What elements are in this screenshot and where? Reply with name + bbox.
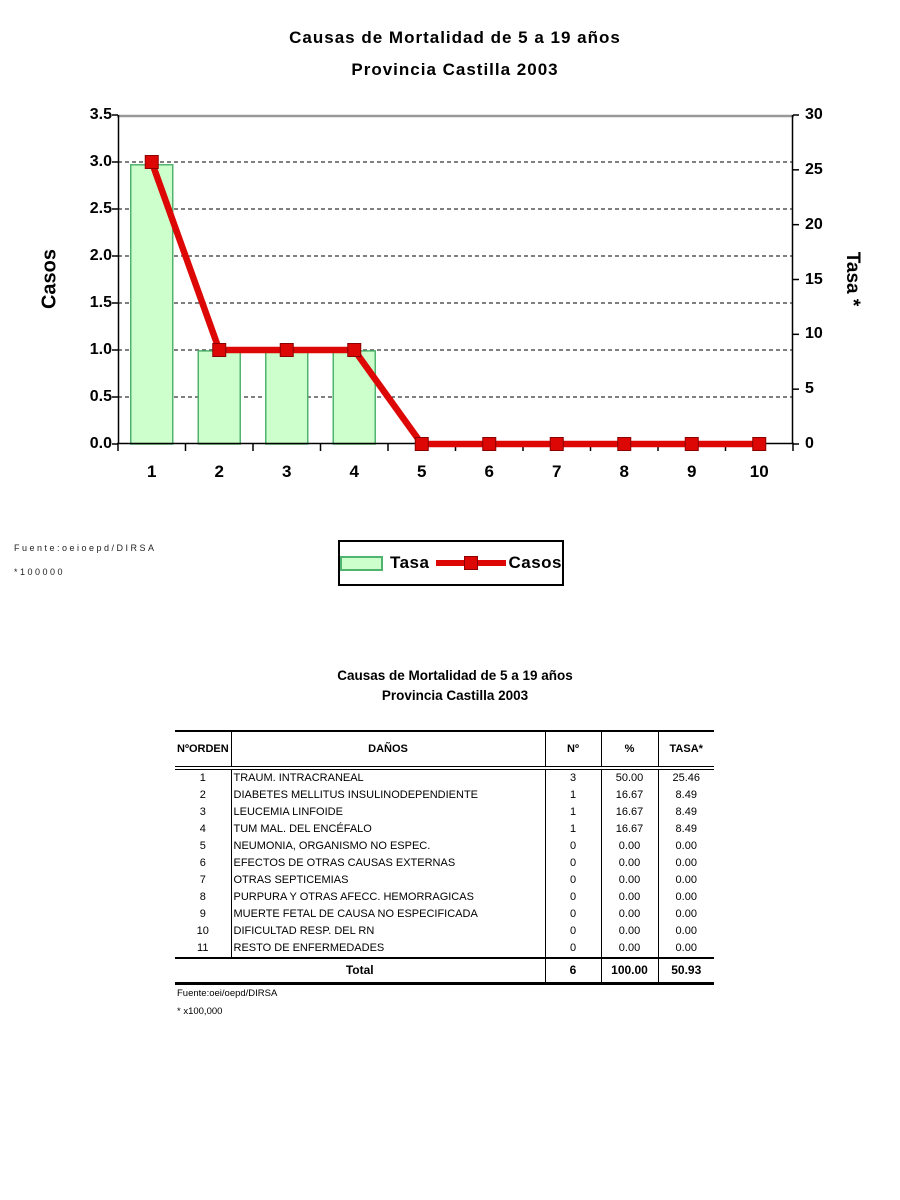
table-title-line2: Provincia Castilla 2003 — [381, 688, 529, 703]
table-row — [175, 821, 714, 838]
cell-pct: 0.00 — [601, 872, 658, 889]
right-axis-title: Tasa * — [842, 251, 863, 307]
right-axis-tick-label: 5 — [805, 380, 814, 398]
left-axis-tick-label: 1.5 — [89, 294, 112, 311]
total-label: Total — [175, 958, 545, 984]
x-axis-tick-label: 8 — [619, 462, 629, 481]
x-axis-tick-label: 6 — [484, 462, 494, 481]
cell-pct: 16.67 — [601, 821, 658, 838]
cell-pct: 50.00 — [601, 768, 658, 787]
cell-tasa: 8.49 — [658, 804, 714, 821]
cell-tasa: 0.00 — [658, 838, 714, 855]
right-axis-tick-label: 25 — [805, 160, 823, 178]
cell-tasa: 0.00 — [658, 855, 714, 872]
cell-n: 0 — [545, 855, 601, 872]
cell-tasa: 0.00 — [658, 906, 714, 923]
total-pct: 100.00 — [601, 958, 658, 984]
cell-orden: 7 — [199, 874, 206, 886]
cell-danos: MUERTE FETAL DE CAUSA NO ESPECIFICADA — [231, 906, 545, 923]
table-total-row — [175, 958, 714, 984]
x-axis-tick-label: 1 — [147, 462, 157, 481]
left-axis-tick-label: 0.5 — [89, 388, 112, 405]
cell-pct: 16.67 — [601, 804, 658, 821]
chart-source-line2: *100000 — [14, 567, 66, 577]
table-row — [175, 940, 714, 958]
cell-n: 0 — [545, 940, 601, 958]
chart-plot-area — [118, 115, 793, 444]
cell-danos: OTRAS SEPTICEMIAS — [231, 872, 545, 889]
x-axis-tick-label: 2 — [214, 462, 224, 481]
col-header-orden: NºORDEN — [175, 731, 231, 768]
legend-casos-label: Casos — [508, 553, 562, 572]
cell-orden: 8 — [199, 891, 206, 903]
cell-danos: RESTO DE ENFERMEDADES — [231, 940, 545, 958]
cell-orden: 2 — [199, 789, 206, 801]
col-header-n: Nº — [545, 731, 601, 768]
table-row — [175, 889, 714, 906]
x-axis-tick-label: 4 — [349, 462, 359, 481]
table-row — [175, 838, 714, 855]
cell-n: 0 — [545, 906, 601, 923]
cell-tasa: 0.00 — [658, 872, 714, 889]
right-axis-tick-label: 30 — [805, 106, 823, 123]
cell-orden: 11 — [197, 942, 209, 954]
left-axis-tick-label: 3.0 — [89, 153, 112, 170]
table-source-line1: Fuente:oei/oepd/DIRSA — [177, 988, 278, 999]
total-n: 6 — [545, 958, 601, 984]
cell-tasa: 0.00 — [658, 923, 714, 940]
cell-n: 1 — [545, 804, 601, 821]
cell-tasa: 25.46 — [658, 768, 714, 787]
col-header-pct: % — [601, 731, 658, 768]
cell-pct: 0.00 — [601, 923, 658, 940]
legend-casos-line-icon — [436, 556, 501, 570]
cell-orden: 6 — [199, 857, 206, 869]
table-row — [175, 804, 714, 821]
cell-pct: 0.00 — [601, 940, 658, 958]
cell-orden: 9 — [199, 908, 206, 920]
cell-n: 1 — [545, 787, 601, 804]
cell-danos: DIFICULTAD RESP. DEL RN — [231, 923, 545, 940]
chart-canvas — [118, 115, 793, 444]
cell-danos: TUM MAL. DEL ENCÉFALO — [231, 821, 545, 838]
cell-tasa: 0.00 — [658, 889, 714, 906]
cell-orden: 3 — [199, 806, 206, 818]
legend-tasa-swatch-icon — [340, 556, 383, 571]
right-axis-tick-label: 20 — [805, 215, 823, 233]
table-row — [175, 923, 714, 940]
cell-n: 0 — [545, 872, 601, 889]
right-axis-tick-label: 10 — [805, 325, 823, 343]
table-row — [175, 787, 714, 804]
cell-pct: 0.00 — [601, 889, 658, 906]
x-axis-tick-label: 5 — [417, 462, 427, 481]
cell-danos: DIABETES MELLITUS INSULINODEPENDIENTE — [231, 787, 545, 804]
right-axis-tick-label: 15 — [805, 270, 823, 288]
cell-danos: NEUMONIA, ORGANISMO NO ESPEC. — [231, 838, 545, 855]
cell-danos: PURPURA Y OTRAS AFECC. HEMORRAGICAS — [231, 889, 545, 906]
left-axis-tick-label: 3.5 — [89, 106, 112, 123]
left-axis-title: Casos — [38, 248, 61, 310]
left-axis-tick-label: 2.5 — [89, 200, 112, 217]
cell-tasa: 8.49 — [658, 821, 714, 838]
table-title-line1: Causas de Mortalidad de 5 a 19 años — [337, 668, 573, 683]
mortality-table — [175, 730, 714, 985]
cell-orden: 10 — [196, 925, 209, 937]
cell-n: 1 — [545, 821, 601, 838]
cell-danos: LEUCEMIA LINFOIDE — [231, 804, 545, 821]
cell-n: 0 — [545, 923, 601, 940]
cell-n: 3 — [545, 768, 601, 787]
cell-n: 0 — [545, 889, 601, 906]
cell-pct: 0.00 — [601, 906, 658, 923]
left-axis-tick-label: 0.0 — [89, 435, 112, 452]
left-axis-tick-label: 2.0 — [89, 247, 112, 264]
col-header-danos: DAÑOS — [231, 731, 545, 768]
chart-title-line1: Causas de Mortalidad de 5 a 19 años — [289, 28, 621, 47]
right-axis-tick-label: 0 — [805, 435, 814, 452]
col-header-tasa: TASA* — [658, 731, 714, 768]
cell-pct: 16.67 — [601, 787, 658, 804]
cell-orden: 5 — [199, 840, 206, 852]
table-source-line2: * x100,000 — [177, 1006, 223, 1017]
table-row — [175, 855, 714, 872]
cell-danos: TRAUM. INTRACRANEAL — [231, 768, 545, 787]
legend-tasa-label: Tasa — [389, 553, 430, 572]
cell-orden: 4 — [199, 823, 206, 835]
cell-pct: 0.00 — [601, 838, 658, 855]
cell-pct: 0.00 — [601, 855, 658, 872]
cell-n: 0 — [545, 838, 601, 855]
table-row — [175, 768, 714, 787]
chart-title-line2: Provincia Castilla 2003 — [351, 60, 559, 79]
cell-tasa: 0.00 — [658, 940, 714, 958]
x-axis-tick-label: 3 — [282, 462, 292, 481]
chart-legend — [338, 540, 564, 586]
table-header-row — [175, 731, 714, 768]
cell-orden: 1 — [199, 772, 206, 784]
total-tasa: 50.93 — [658, 958, 714, 984]
legend-line-marker-icon — [464, 556, 478, 570]
chart-source-line1: Fuente:oeioepd/DIRSA — [14, 543, 157, 553]
left-axis-tick-label: 1.0 — [89, 341, 112, 358]
x-axis-tick-label: 7 — [552, 462, 562, 481]
cell-tasa: 8.49 — [658, 787, 714, 804]
table-row — [175, 872, 714, 889]
table-row — [175, 906, 714, 923]
cell-danos: EFECTOS DE OTRAS CAUSAS EXTERNAS — [231, 855, 545, 872]
x-axis-tick-label: 10 — [749, 462, 769, 481]
x-axis-tick-label: 9 — [687, 462, 697, 481]
